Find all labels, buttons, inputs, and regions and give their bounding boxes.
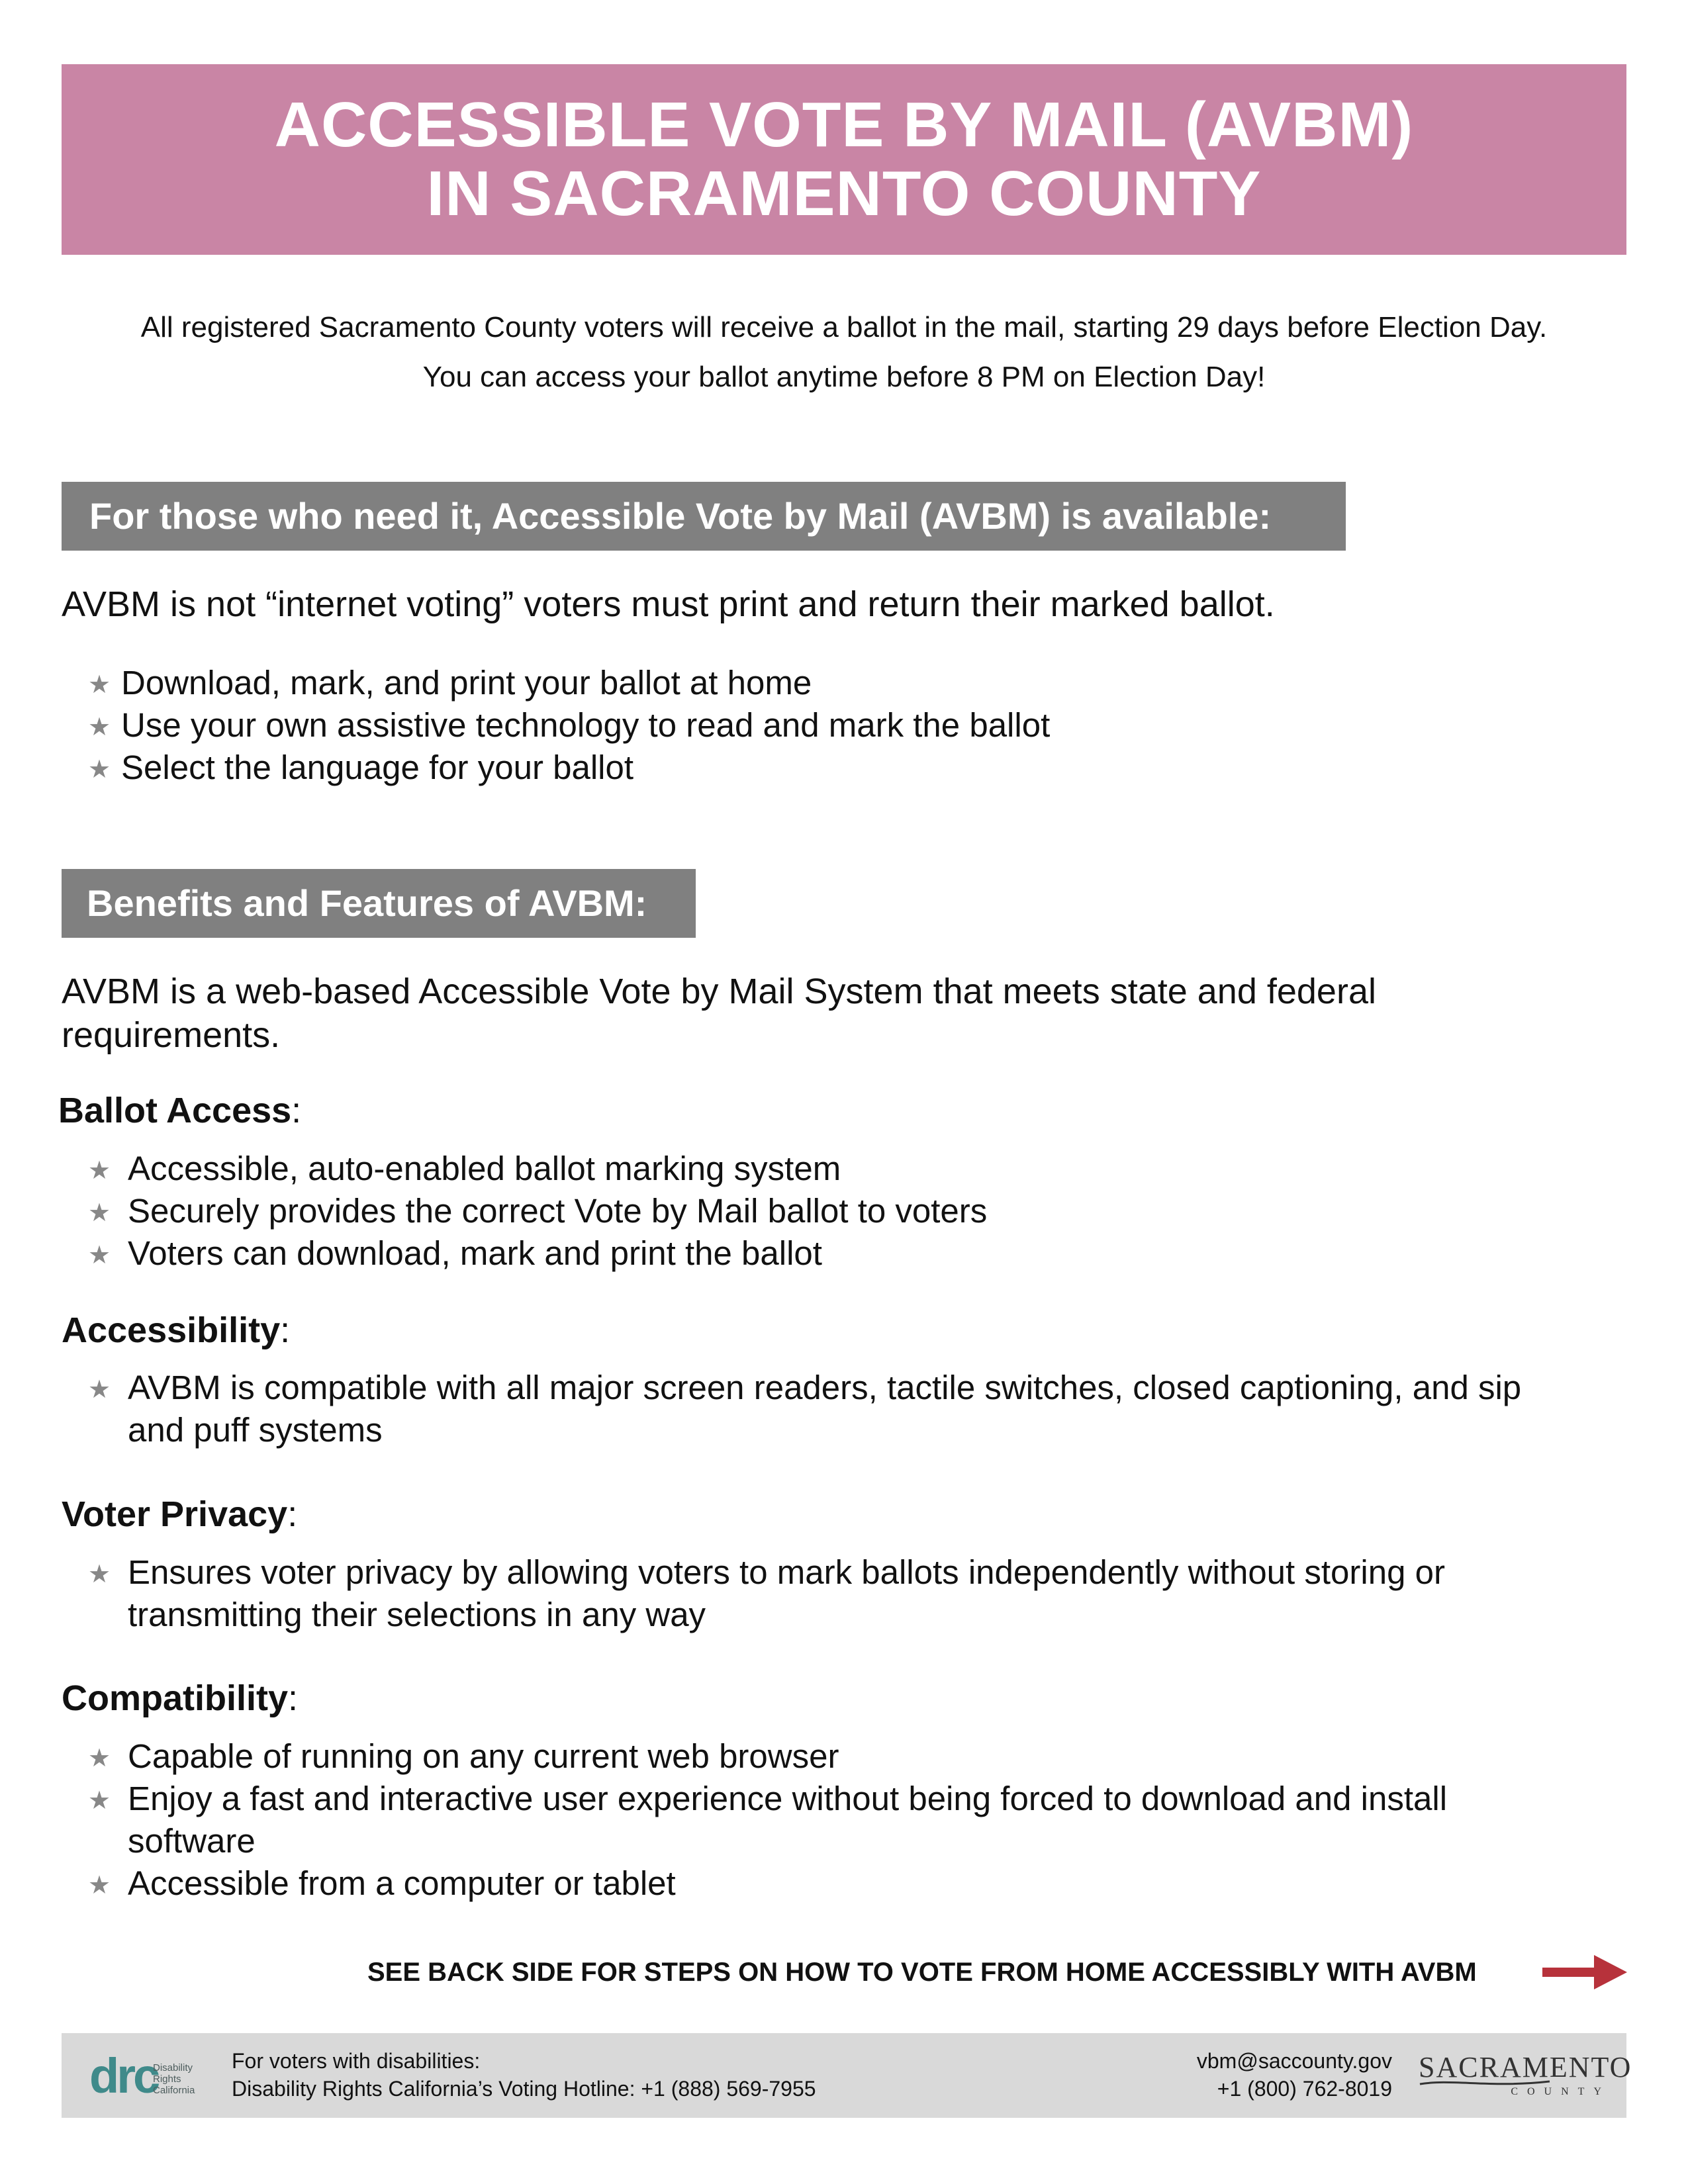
footer-hotline: Disability Rights California’s Voting Hotline: +1 (888) 569-7955	[232, 2077, 816, 2101]
footer-email-link[interactable]: vbm@saccounty.gov	[1196, 2049, 1392, 2073]
list-item-line-2: software	[128, 1822, 256, 1860]
star-bullet-icon: ★	[88, 1745, 111, 1772]
section2-intro-line-1: AVBM is a web-based Accessible Vote by Mail System that meets state and federal	[62, 972, 1376, 1011]
star-bullet-icon: ★	[88, 671, 111, 699]
back-side-note: SEE BACK SIDE FOR STEPS ON HOW TO VOTE FROM HOME ACCESSIBLY WITH AVBM	[367, 1958, 1477, 1987]
drc-logo: drc	[89, 2048, 158, 2103]
subhead-voter-privacy: Voter Privacy:	[62, 1494, 298, 1534]
sacramento-logo-county: COUNTY	[1511, 2086, 1611, 2097]
list-item: Accessible, auto-enabled ballot marking system	[128, 1150, 841, 1187]
subhead-accessibility-label: Accessibility	[62, 1310, 281, 1350]
star-bullet-icon: ★	[88, 1242, 111, 1269]
drc-logo-word: Disability	[153, 2062, 193, 2073]
list-item: Securely provides the correct Vote by Mail ballot to voters	[128, 1192, 988, 1230]
intro-line-2: You can access your ballot anytime before 8 PM on Election Day!	[422, 361, 1266, 393]
list-item: Capable of running on any current web browser	[128, 1737, 839, 1775]
title-line-2: IN SACRAMENTO COUNTY	[426, 158, 1262, 229]
list-item-line-1: Ensures voter privacy by allowing voters to mark ballots independently without storing or	[128, 1553, 1445, 1591]
list-item-line-2: and puff systems	[128, 1411, 383, 1449]
star-bullet-icon: ★	[88, 756, 111, 784]
subhead-accessibility: Accessibility:	[62, 1310, 291, 1350]
section2-intro-line-2: requirements.	[62, 1015, 281, 1055]
drc-logo-word: California	[153, 2085, 195, 2096]
list-item-line-2: transmitting their selections in any way	[128, 1596, 706, 1633]
intro-line-1: All registered Sacramento County voters will receive a ballot in the mail, starting 29 days before Election Day.	[140, 311, 1548, 343]
star-bullet-icon: ★	[88, 1872, 111, 1899]
subhead-ballot-access: Ballot Access:	[58, 1091, 302, 1130]
footer	[62, 2033, 1632, 2118]
star-bullet-icon: ★	[88, 1787, 111, 1815]
list-item: Download, mark, and print your ballot at home	[121, 664, 812, 702]
section1-intro: AVBM is not “internet voting” voters must print and return their marked ballot.	[62, 584, 1275, 624]
list-item-line-1: AVBM is compatible with all major screen readers, tactile switches, closed captioning, and sip	[128, 1369, 1522, 1406]
footer-voters-label: For voters with disabilities:	[232, 2049, 481, 2073]
list-item: Select the language for your ballot	[121, 749, 634, 786]
subhead-ballot-access-label: Ballot Access	[58, 1091, 292, 1130]
list-item: Accessible from a computer or tablet	[128, 1864, 676, 1902]
title-line-1: ACCESSIBLE VOTE BY MAIL (AVBM)	[274, 89, 1414, 160]
section-heading-availability: For those who need it, Accessible Vote by Mail (AVBM) is available:	[62, 482, 1346, 551]
star-bullet-icon: ★	[88, 1199, 111, 1227]
subhead-compatibility-label: Compatibility	[62, 1678, 289, 1718]
star-bullet-icon: ★	[88, 1376, 111, 1404]
star-bullet-icon: ★	[88, 713, 111, 741]
section-heading-benefits: Benefits and Features of AVBM:	[62, 869, 696, 938]
footer-phone: +1 (800) 762-8019	[1217, 2077, 1392, 2101]
sacramento-county-logo	[1419, 2051, 1632, 2098]
list-item: Voters can download, mark and print the ballot	[128, 1234, 822, 1272]
star-bullet-icon: ★	[88, 1561, 111, 1588]
star-bullet-icon: ★	[88, 1157, 111, 1185]
drc-logo-text	[153, 2062, 195, 2096]
arrow-right-icon	[1542, 1952, 1628, 1992]
list-item: Use your own assistive technology to read and mark the ballot	[121, 706, 1051, 744]
title-banner	[62, 64, 1626, 255]
drc-logo-word: Rights	[153, 2073, 181, 2085]
list-item-line-1: Enjoy a fast and interactive user experience without being forced to download and install	[128, 1780, 1448, 1817]
sacramento-logo-name: SACRAMENTO	[1419, 2051, 1632, 2083]
subhead-compatibility: Compatibility:	[62, 1678, 299, 1718]
subhead-voter-privacy-label: Voter Privacy	[62, 1494, 288, 1534]
